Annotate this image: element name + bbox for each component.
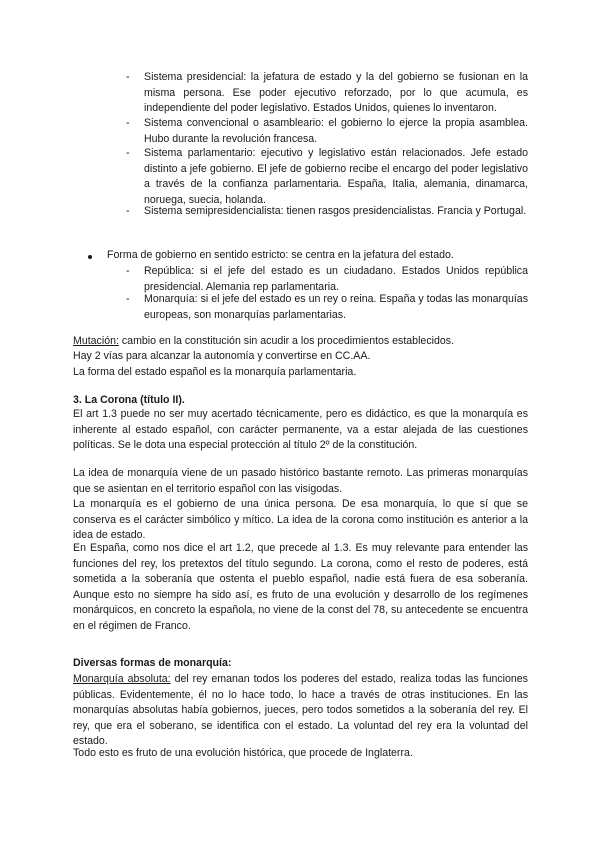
paragraph-art13: El art 1.3 puede no ser muy acertado técnicamente, pero es didáctico, es que la monarquía es inherente al estado español, con carácter permanente, va a estar alejada de las cuestiones políticas. Se le dota una especial protección al título 2º de la constitución.: [73, 408, 528, 452]
section-heading-corona: 3. La Corona (título II).: [73, 394, 185, 406]
list-item-parliamentary: - Sistema parlamentario: ejecutivo y legislativo están relacionados. Jefe estado distinto a jefe gobierno. El jefe de gobierno recibe el encargo del poder legislativo a través de la confianza parlamentaria. España, Italia, alemania, dinamarca, noruega, suecia, holanda.: [144, 146, 528, 208]
paragraph-single-person: La monarquía es el gobierno de una única persona. De esa monarquía, lo que sí que se conserva es el carácter simbólico y mítico. La idea de la corona como institución es anterior a la idea de estado.: [73, 498, 528, 542]
autonomy-line: Hay 2 vías para alcanzar la autonomía y convertirse en CC.AA.: [73, 350, 371, 362]
bullet-strict-form: Forma de gobierno en sentido estricto: se centra en la jefatura del estado.: [107, 249, 454, 261]
mutation-text: cambio en la constitución sin acudir a los procedimientos establecidos.: [118, 335, 454, 347]
absolute-term: Monarquía absoluta:: [73, 673, 171, 685]
state-form-line: La forma del estado español es la monarquía parlamentaria.: [73, 366, 357, 378]
section-heading-forms: Diversas formas de monarquía:: [73, 657, 232, 669]
mutation-term: Mutación:: [73, 335, 119, 347]
list-item-monarchy: - Monarquía: si el jefe del estado es un rey o reina. España y todas las monarquías europeas, son monarquías parlamentarias.: [144, 292, 528, 323]
paragraph-history: La idea de monarquía viene de un pasado histórico bastante remoto. Las primeras monarquías que se asientan en el territorio español con las visigodas.: [73, 467, 528, 495]
list-item-semipresidential: - Sistema semipresidencialista: tienen rasgos presidencialistas. Francia y Portugal.: [144, 204, 528, 220]
list-item-assembly: - Sistema convencional o asambleario: el gobierno lo ejerce la propia asamblea. Hubo durante la revolución francesa.: [144, 116, 528, 147]
list-item-republic: - República: si el jefe del estado es un ciudadano. Estados Unidos república presidencial. Alemania rep parlamentaria.: [144, 264, 528, 295]
absolute-text: del rey emanan todos los poderes del estado, realiza todas las funciones públicas. Evidentemente, él no lo hace todo, lo hace a través de otras instituciones. En las monarquías absolutas había gobiernos, jueces, pero todos sometidos a la soberanía del rey. El rey, que era el soberano, se identifica con el estado. La voluntad del rey era la voluntad del estado.: [73, 673, 528, 748]
mutation-paragraph: [73, 334, 528, 350]
list-item-presidential: - Sistema presidencial: la jefatura de estado y la del gobierno se fusionan en la misma persona. Ese poder ejecutivo reforzado, por lo que acumula, es independiente del poder legislativo. Estados Unidos, quienes lo inventaron.: [144, 70, 528, 117]
paragraph-art12: En España, como nos dice el art 1.2, que precede al 1.3. Es muy relevante para entender las funciones del rey, los pretextos del título segundo. La corona, como el resto de poderes, está sometida a la soberanía que ostenta el pueblo español, nadie está fuera de esa soberanía. Aunque esto no siempre ha sido así, es fruto de una evolución y desarrollo de los regímenes monárquicos, en concreto la española, no viene de la const del 78, su antecedente se encuentra en el régimen de Franco.: [73, 542, 528, 632]
paragraph-england: Todo esto es fruto de una evolución histórica, que procede de Inglaterra.: [73, 747, 413, 759]
paragraph-absolute-monarchy: [73, 672, 528, 750]
bullet-icon: [88, 255, 92, 259]
